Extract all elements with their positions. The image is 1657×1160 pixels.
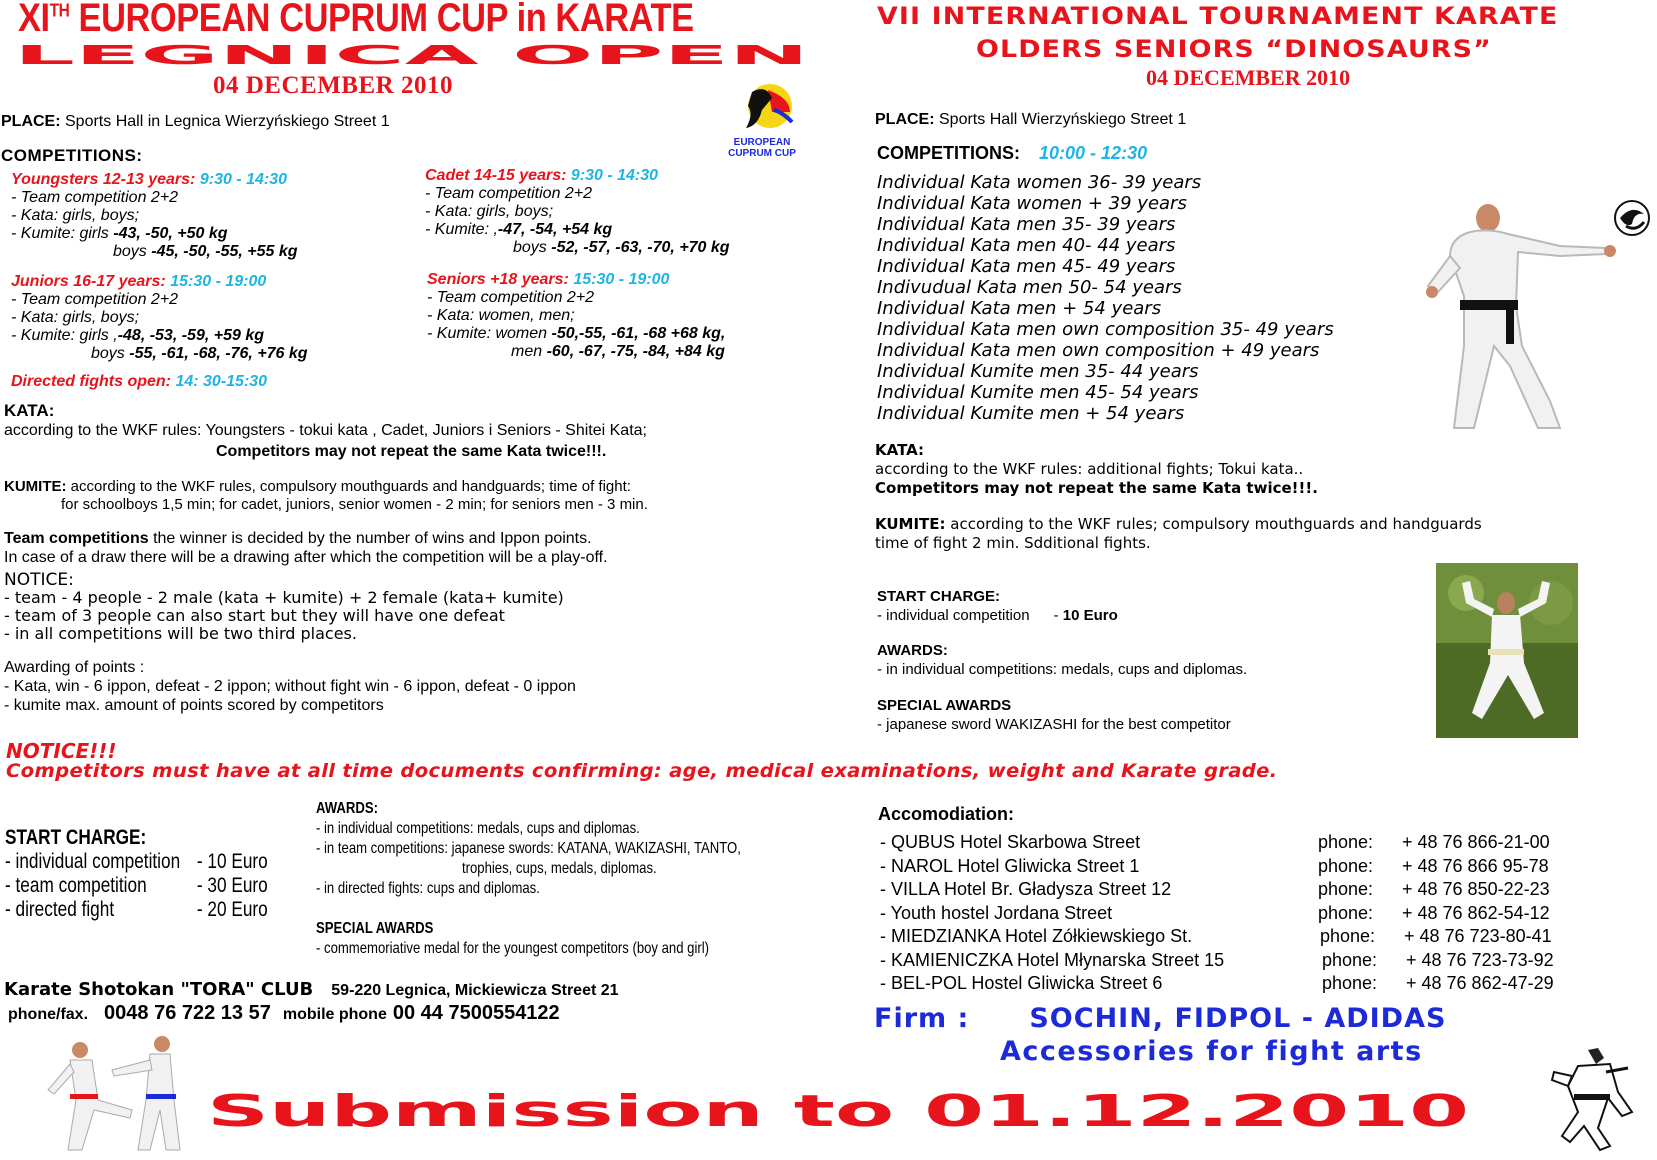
awards-line: - in individual competitions: medals, cups and diplomas. [877,661,1248,678]
title-main: EUROPEAN CUPRUM CUP in KARATE [69,0,694,40]
seniors-line: - Team competition 2+2 [427,289,595,306]
youngsters-line: - Team competition 2+2 [11,189,179,206]
cadet-boys-label: boys [513,239,552,256]
cadet-line: - Kata: girls, boys; [425,203,554,220]
juniors-boys-label: boys [91,345,130,362]
kumite-line1: according to the WKF rules; compulsory mouthguards and handguards [945,515,1482,533]
club-mobile: 00 44 7500554122 [392,1002,560,1024]
youngsters-kumite-boys: -45, -50, -55, +55 kg [151,243,298,260]
karateka-kata-figure [1410,196,1635,431]
awards-line: - in directed fights: cups and diplomas. [316,880,540,897]
category-item: Individual Kumite men 35- 44 years [877,361,1199,382]
category-item: Individual Kata women + 39 years [877,193,1187,214]
juniors-kumite-boys: -55, -61, -68, -76, +76 kg [129,345,308,362]
youngsters-boys-label: boys [113,243,152,260]
seniors-line: - Kata: women, men; [427,307,575,324]
category-item: Individual Kata men 45- 49 years [877,256,1176,277]
hotel-phone: + 48 76 850-22-23 [1402,879,1550,899]
accommodation-title: Accomodiation: [878,804,1015,824]
juniors-line: - Kata: girls, boys; [11,309,140,326]
hotel-name: - VILLA Hotel Br. Gładysza Street 12 [880,879,1172,899]
title-prefix: XI [18,0,50,40]
logo-text-1: EUROPEAN [733,137,791,148]
charge-price: - 10 Euro [196,850,268,873]
category-item: Individual Kata men 40- 44 years [877,235,1176,256]
kumite-line1: according to the WKF rules, compulsory mouthguards and handguards; time of fight: [66,478,631,495]
directed-time: 14: 30-15:30 [171,373,268,390]
club-name: Karate Shotokan "TORA" CLUB [4,979,314,1000]
left-team [4,529,608,567]
right-kata [875,441,1318,498]
points-label: Awarding of points : [4,659,145,676]
awards-line: - in team competitions: japanese swords: KATANA, WAKIZASHI, TANTO, [316,840,741,857]
charge-price: - 30 Euro [196,874,268,897]
youngsters-line: - Kata: girls, boys; [11,207,140,224]
start-label: START CHARGE: [877,588,1001,605]
team-line1: the winner is decided by the number of wins and Ippon points. [148,530,592,547]
kumite-fighters-figure [42,1030,182,1155]
judo-illustration [1548,1042,1638,1157]
right-kumite [875,515,1482,553]
team-line2: In case of a draw there will be a drawing after which the competition will be a play-off. [4,549,608,566]
club-address: 59-220 Legnica, Mickiewicza Street 21 [331,982,619,999]
category-item: Individual Kumite men 45- 54 years [877,382,1199,403]
hotel-name: - QUBUS Hotel Skarbowa Street [880,832,1141,852]
notice-title: NOTICE!!! [6,739,117,763]
juniors-kumite-label: - Kumite: girls , [11,327,118,344]
subtitle-text: LEGNICA OPEN [14,42,809,68]
hotel-phone-label: phone: [1318,879,1374,899]
category-item: Individual Kata men own composition 35- 49 years [877,319,1334,340]
hotel-phone: + 48 76 723-73-92 [1406,949,1554,970]
club-phone: 0048 76 722 13 57 [104,1002,271,1024]
left-kata-label: KATA: [4,401,55,420]
right-competitions [877,143,1147,164]
kata-line1: according to the WKF rules: additional fights; Tokui kata.. [875,460,1304,478]
charges-title: START CHARGE: [5,826,147,849]
juniors-line: - Team competition 2+2 [11,291,179,308]
hotel-name: - BEL-POL Hostel Gliwicka Street 6 [880,973,1163,993]
right-title-2: OLDERS SENIORS “DINOSAURS” [976,35,1492,63]
directed-fights [11,373,267,391]
seniors-title: Seniors +18 years: [427,271,569,288]
awards-line: trophies, cups, medals, diplomas. [461,860,657,877]
awards-label: AWARDS: [877,642,948,659]
charge-label: - team competition [5,874,147,897]
directed-title: Directed fights open: [11,373,172,390]
kumite-label: KUMITE: [875,515,946,533]
hotel-phone-label: phone: [1318,902,1374,923]
competitions-time: 10:00 - 12:30 [1039,143,1148,163]
points-line: - kumite max. amount of points scored by competitors [4,697,384,714]
hotel-row [880,855,1554,879]
logo-text-2: CUPRUM CUP [728,148,796,159]
category-item: Individual Kata men 35- 39 years [877,214,1176,235]
youngsters-kumite-girls: -43, -50, +50 kg [113,225,228,242]
right-place [875,111,1186,129]
left-kata-line2: Competitors may not repeat the same Kata twice!!!. [216,443,607,460]
start-price: 10 Euro [1062,607,1118,624]
special-line: - japanese sword WAKIZASHI for the best competitor [877,716,1231,733]
logo-emblem-icon [712,82,812,132]
cadet-block [425,167,730,257]
hotel-phone-label: phone: [1318,855,1374,876]
notice-label: NOTICE: [4,570,74,590]
title-sup: TH [49,0,70,21]
start-line: - individual competition [877,607,1030,624]
kumite-line2: for schoolboys 1,5 min; for cadet, juniors, senior women - 2 min; for seniors men - 3 min. [61,496,648,513]
special-label: SPECIAL AWARDS [877,697,1012,714]
cadet-line: - Team competition 2+2 [425,185,593,202]
charges-block [5,826,268,922]
legnica-open-wordmark [14,42,814,68]
awards-block [316,799,741,959]
left-kata-line1: according to the WKF rules: Youngsters - tokui kata , Cadet, Juniors i Seniors - Shitei Kata; [4,422,647,439]
club-block [4,978,619,1026]
kumite-label: KUMITE: [4,478,67,495]
seniors-kumite-men: -60, -67, -75, -84, +84 kg [546,343,725,360]
submission-wordmark [207,1086,1477,1136]
hotel-phone-label: phone: [1320,926,1376,946]
karateka-photo-2 [1436,563,1578,738]
juniors-time: 15:30 - 19:00 [165,273,267,290]
submission-banner [207,1086,1477,1141]
charge-price: - 20 Euro [196,898,268,921]
hotel-row [880,949,1554,973]
place-label: PLACE: [1,113,61,130]
kata-line2: Competitors may not repeat the same Kata twice!!!. [875,479,1318,497]
hotel-name: - MIEDZIANKA Hotel Zółkiewskiego St. [880,926,1193,946]
hotel-row [880,831,1554,855]
notice-text: Competitors must have at all time documents confirming: age, medical examinations, weight and Karate grade. [6,760,1278,782]
cadet-title: Cadet 14-15 years: [425,167,567,184]
charge-label: - individual competition [5,850,181,873]
juniors-title: Juniors 16-17 years: [11,273,166,290]
place-label: PLACE: [875,111,935,128]
right-awards [877,641,1247,679]
right-date: 04 DECEMBER 2010 [1146,65,1351,90]
hotel-name: - Youth hostel Jordana Street [880,902,1113,923]
awards-title: AWARDS: [316,800,378,817]
notice-line: - in all competitions will be two third places. [4,624,357,643]
right-special-awards [877,696,1231,734]
left-competitions-label: COMPETITIONS: [1,146,143,165]
cadet-kumite-boys: -52, -57, -63, -70, +70 kg [551,239,730,256]
special-awards-line: - commemoriative medal for the youngest competitors (boy and girl) [316,940,710,957]
category-item: Individual Kata women 36- 39 years [877,172,1202,193]
juniors-block [11,273,308,363]
karateka-stance-figure [1436,563,1578,738]
seniors-kumite-women: -50,-55, -61, -68 +68 kg, [551,325,726,342]
kata-label: KATA: [875,441,925,459]
hotel-row [880,902,1554,926]
place-value: Sports Hall Wierzyńskiego Street 1 [934,111,1187,128]
competitions-label: COMPETITIONS: [877,143,1020,163]
awards-line: - in individual competitions: medals, cups and diplomas. [316,820,640,837]
cadet-kumite-girls: -47, -54, +54 kg [497,221,613,238]
left-title [18,0,694,41]
hotel-phone: + 48 76 723-80-41 [1404,926,1552,946]
hotel-phone-label: phone: [1318,832,1374,852]
youngsters-kumite-label: - Kumite: girls [11,225,114,242]
cadet-time: 9:30 - 14:30 [566,167,659,184]
left-kumite [4,478,648,514]
right-categories [877,172,1334,424]
seniors-block [427,271,725,361]
youngsters-time: 9:30 - 14:30 [195,171,287,188]
left-date: 04 DECEMBER 2010 [213,72,453,99]
hotel-phone: + 48 76 866-21-00 [1402,832,1550,852]
team-label: Team competitions [4,530,149,547]
shotokan-emblem-icon [1612,198,1652,243]
category-item: Individual Kumite men + 54 years [877,403,1185,424]
accommodation-list [880,831,1554,996]
seniors-men-label: men [511,343,547,360]
kumite-illustration [42,1030,182,1160]
left-points [4,658,576,715]
firm-line [874,1003,1446,1034]
european-cuprum-cup-logo [712,82,812,159]
hotel-row [880,925,1554,949]
left-place [1,113,390,131]
juniors-kumite-girls: -48, -53, -59, +59 kg [117,327,264,344]
place-value: Sports Hall in Legnica Wierzyńskiego Street 1 [60,113,390,130]
hotel-phone-label: phone: [1322,949,1378,970]
hotel-name: - NAROL Hotel Gliwicka Street 1 [880,855,1140,876]
kumite-line2: time of fight 2 min. Sdditional fights. [875,534,1151,552]
special-awards-title: SPECIAL AWARDS [316,920,434,937]
left-notice [4,571,564,643]
notice-line: - team - 4 people - 2 male (kata + kumite) + 2 female (kata+ kumite) [4,588,564,607]
hotel-phone: + 48 76 866 95-78 [1402,855,1549,876]
notice-line: - team of 3 people can also start but they will have one defeat [4,606,505,625]
charge-label: - directed fight [5,898,115,921]
fighters-sketch-figure [1548,1042,1638,1152]
submission-text: Submission to 01.12.2010 [207,1086,1469,1136]
category-item: Individual Kata men own composition + 49 years [877,340,1320,361]
phone-label: phone/fax. [8,1006,89,1023]
right-start-charge: START CHARGE: - individual competition - 10 Euro [877,588,1118,624]
firm-tagline: Accessories for fight arts [1000,1036,1423,1067]
right-title-1: VII INTERNATIONAL TOURNAMENT KARATE [877,2,1559,30]
left-subtitle [14,42,814,73]
youngsters-block [11,171,298,261]
seniors-time: 15:30 - 19:00 [568,271,670,288]
karateka-photo-1 [1410,196,1635,436]
category-item: Indivudual Kata men 50- 54 years [877,277,1182,298]
hotel-phone: + 48 76 862-54-12 [1402,902,1550,923]
seniors-kumite-label: - Kumite: women [427,325,552,342]
mobile-label: mobile phone [282,1006,387,1023]
hotel-row [880,878,1554,902]
hotel-phone-label: phone: [1322,973,1378,993]
cadet-kumite-label: - Kumite: , [425,221,498,238]
hotel-row [880,972,1554,996]
firm-label: Firm : [874,1003,970,1034]
points-line: - Kata, win - 6 ippon, defeat - 2 ippon; without fight win - 6 ippon, defeat - 0 ippon [4,678,576,695]
hotel-phone: + 48 76 862-47-29 [1406,973,1554,993]
youngsters-title: Youngsters 12-13 years: [11,171,196,188]
category-item: Individual Kata men + 54 years [877,298,1162,319]
firm-names: SOCHIN, FIDPOL - ADIDAS [1029,1003,1447,1034]
hotel-name: - KAMIENICZKA Hotel Młynarska Street 15 [880,949,1225,970]
